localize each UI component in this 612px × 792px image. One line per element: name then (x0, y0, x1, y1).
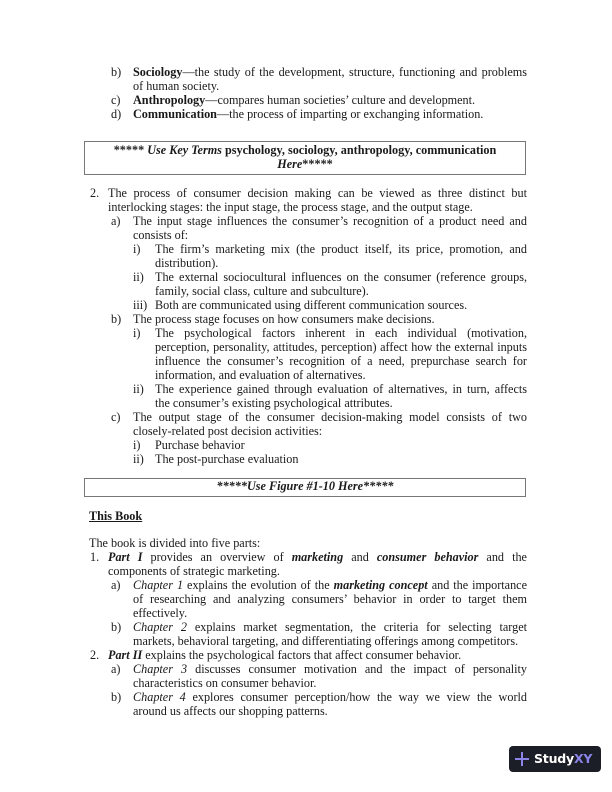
studyxy-logo[interactable] (509, 746, 601, 772)
list-marker: c) (111, 410, 121, 424)
list-item: i) Purchase behavior (133, 438, 245, 452)
list-marker: 2. (90, 648, 100, 662)
list-marker: b) (111, 620, 122, 634)
book-parts-list (0, 551, 612, 719)
list-marker: a) (111, 214, 121, 228)
list-item: b) The process stage focuses on how consumers make decisions. (111, 312, 435, 326)
figure-box: *****Use Figure #1-10 Here***** (84, 478, 526, 497)
part-label: Part I (108, 550, 143, 564)
list-item: c) Anthropology—compares human societies’ culture and development. (111, 93, 476, 107)
key-terms-box: ***** Use Key Terms psychology, sociology, anthropology, communication Here***** (84, 141, 526, 175)
list-item: a) Chapter 1 explains the evolution of the marketing concept and the importance of researching and analyzing consumers’ behavior in order to target them effectively. (111, 578, 527, 620)
list-marker: i) (133, 326, 141, 340)
list-item: a) The input stage influences the consumer’s recognition of a product need and consists of: (111, 214, 527, 242)
list-item: iii) Both are communicated using different communication sources. (133, 298, 468, 312)
list-marker: a) (111, 662, 121, 676)
list-marker: 2. (90, 186, 100, 200)
list-item: ii) The experience gained through evaluation of alternatives, in turn, affects the consumer’s existing psychological attributes. (133, 382, 527, 410)
list-marker: b) (111, 690, 122, 704)
list-marker: ii) (133, 382, 144, 396)
list-item: i) The psychological factors inherent in each individual (motivation, perception, personality, attitudes, perception) affect how the external inputs influence the consumer’s recognition of a need, prepurchase search for information, and evaluation of alternatives. (133, 326, 527, 382)
list-marker: ii) (133, 452, 144, 466)
list-item: 1. Part I provides an overview of marketing and consumer behavior and the components of strategic marketing. (90, 550, 527, 578)
list-item: b) Sociology—the study of the development, structure, functioning and problems of human society. (111, 65, 527, 93)
list-item: d) Communication—the process of imparting or exchanging information. (111, 107, 484, 121)
list-marker: i) (133, 438, 141, 452)
intro-paragraph: The book is divided into five parts: (89, 536, 261, 550)
list-item: i) The firm’s marketing mix (the product itself, its price, promotion, and distribution). (133, 242, 527, 270)
brand-wordmark: StudyXY (534, 751, 593, 767)
list-item: ii) The post-purchase evaluation (133, 452, 299, 466)
list-item: b) Chapter 4 explores consumer perception/how the way we view the world around us affects our shopping patterns. (111, 690, 527, 718)
part-label: Part II (108, 648, 143, 662)
list-item: a) Chapter 3 discusses consumer motivation and the impact of personality characteristics on consumer behavior. (111, 662, 527, 690)
list-marker: a) (111, 578, 121, 592)
list-marker: d) (111, 107, 122, 121)
term-communication: Communication (133, 107, 217, 121)
term-anthropology: Anthropology (133, 93, 206, 107)
definitions-list (0, 66, 612, 122)
chapter-label: Chapter 1 (133, 578, 184, 592)
chapter-label: Chapter 4 (133, 690, 186, 704)
section-heading: This Book (89, 509, 143, 523)
list-marker: b) (111, 312, 122, 326)
list-item: c) The output stage of the consumer decision-making model consists of two closely-related post decision activities: (111, 410, 527, 438)
list-marker: ii) (133, 270, 144, 284)
list-marker: i) (133, 242, 141, 256)
list-marker: c) (111, 93, 121, 107)
list-marker: 1. (90, 550, 100, 564)
list-item: b) Chapter 2 explains market segmentation, the criteria for selecting target markets, behavioral targeting, and differentiating offerings among competitors. (111, 620, 527, 648)
decision-making-list (0, 187, 612, 467)
term-sociology: Sociology (133, 65, 183, 79)
chapter-label: Chapter 3 (133, 662, 188, 676)
plus-icon (515, 752, 529, 766)
list-item: ii) The external sociocultural influences on the consumer (reference groups, family, social class, culture and subculture). (133, 270, 527, 298)
chapter-label: Chapter 2 (133, 620, 187, 634)
list-item: 2. The process of consumer decision making can be viewed as three distinct but interlocking stages: the input stage, the process stage, and the output stage. (90, 186, 527, 214)
list-marker: b) (111, 65, 122, 79)
list-item: 2. Part II explains the psychological factors that affect consumer behavior. (90, 648, 462, 662)
list-marker: iii) (133, 298, 148, 312)
